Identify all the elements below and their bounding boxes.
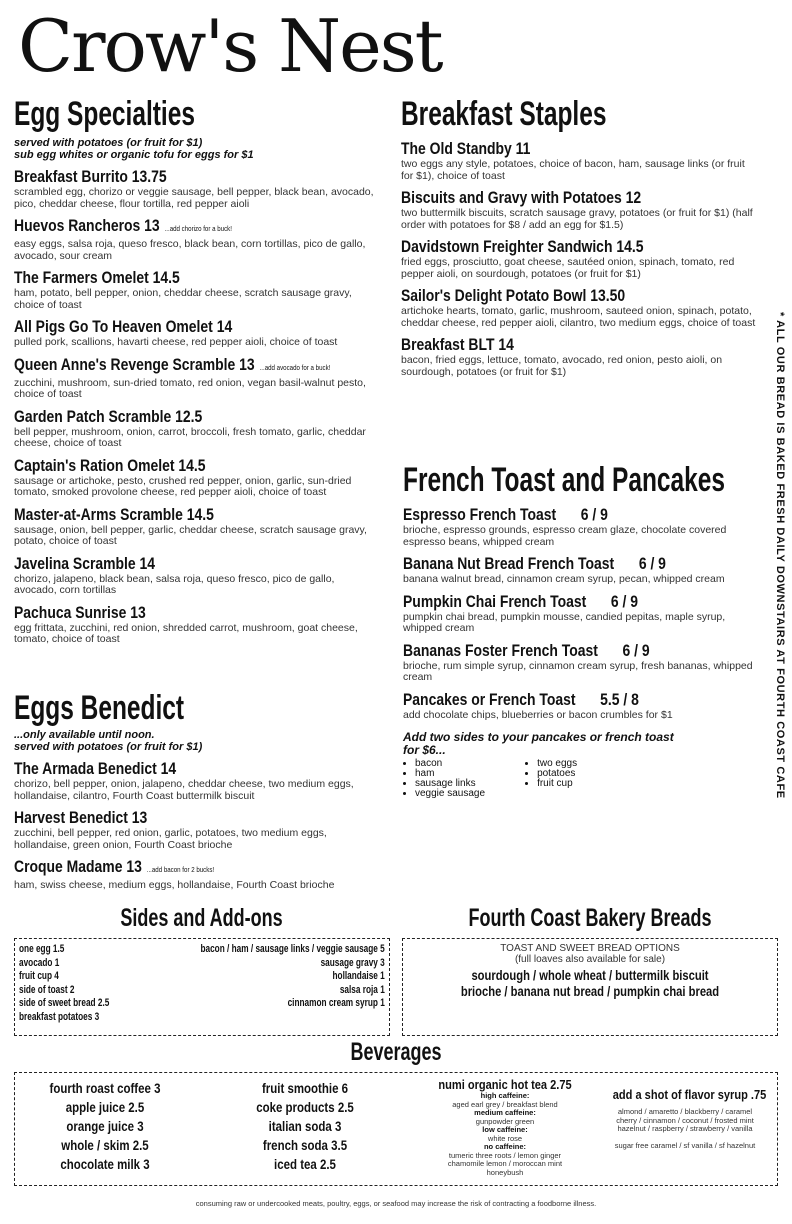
breads-box [402,938,778,1036]
menu-item-name: Breakfast BLT 14 [401,335,514,355]
egg-specialties-note: sub egg whites or organic tofu for eggs for $1 [14,149,254,162]
menu-item-description: chorizo, jalapeno, black bean, salsa roja, queso fresco, pico de gallo, avocado, corn tortillas [14,572,335,597]
tea-title: numi organic hot tea 2.75 [438,1077,572,1092]
menu-item [14,759,374,802]
menu-item-name: Bananas Foster French Toast 6 / 9 [403,640,650,660]
food-safety-footer: consuming raw or undercooked meats, poultry, eggs, or seafood may increase the risk of contracting a foodborne illness. [195,1199,597,1208]
side-option: • fruit cup [537,779,577,789]
side-option: • veggie sausage [415,789,485,799]
tea-list: honeybush [486,1167,524,1177]
menu-item-name: Queen Anne's Revenge Scramble 13 ...add avocado for a buck! [14,354,331,374]
beverage-item: coke products 2.5 [256,1100,354,1115]
menu-item-name: Huevos Rancheros 13 ...add chorizo for a buck! [14,216,232,236]
breakfast-staples-section [401,96,756,378]
side-option: • sausage links [415,779,485,789]
menu-item-addon-note: ...add bacon for 2 bucks! [146,865,215,875]
tea-list: tumeric three roots / lemon ginger [448,1150,562,1160]
menu-item-name: Breakfast Burrito 13.75 [14,167,167,187]
menu-item-price: 5.5 / 8 [600,689,639,709]
menu-item-description: two buttermilk biscuits, scratch sausage gravy, potatoes (or fruit for $1) (half order with potatoes for $8 / add an egg for $1.5) [401,207,753,231]
beverage-item: fruit smoothie 6 [261,1081,349,1096]
menu-item-description: brioche, espresso grounds, espresso cream glaze, chocolate covered espresso beans, whipped cream [403,524,727,548]
breakfast-staples-title: Breakfast Staples [401,95,607,133]
beverage-item: whole / skim 2.5 [61,1138,149,1153]
menu-item-description: zucchini, mushroom, sun-dried tomato, red onion, vegan basil-walnut pesto, choice of toast [14,376,366,401]
menu-item [14,857,374,892]
menu-item-description: add chocolate chips, blueberries or bacon crumbles for $1 [403,708,673,721]
menu-item-name: Captain's Ration Omelet 14.5 [14,455,206,475]
menu-item-description: ham, potato, bell pepper, onion, cheddar cheese, scratch sausage gravy, choice of toast [14,287,352,311]
menu-item-price: 6 / 9 [610,591,639,611]
menu-item-name: The Old Standby 11 [401,139,531,159]
menu-item-price: 6 / 9 [580,505,608,525]
beverage-item: fourth roast coffee 3 [49,1081,161,1096]
side-item: fruit cup 4 [19,970,59,982]
beverages-col-1 [37,1079,173,1174]
menu-item [401,335,756,378]
side-item: side of sweet bread 2.5 [19,997,110,1009]
menu-item-name: Biscuits and Gravy with Potatoes 12 [401,188,642,208]
beverages-title: Beverages [350,1038,442,1066]
menu-item [14,456,374,499]
side-option: • bacon [415,759,485,769]
side-option: • ham [415,769,485,779]
menu-item-price: 6 / 9 [638,554,666,574]
eggs-benedict-section [14,690,374,892]
side-item: salsa roja 1 [340,983,386,996]
menu-item [14,317,374,349]
menu-item-name: All Pigs Go To Heaven Omelet 14 [14,317,233,337]
breads-line: brioche / banana nut bread / pumpkin chai bread [460,983,720,999]
menu-item [403,505,758,548]
tea-list: white rose [487,1133,523,1143]
menu-item [14,268,374,311]
menu-item [403,690,758,722]
side-option: • two eggs [537,759,577,769]
menu-item [401,286,756,329]
menu-item-description: fried eggs, prosciutto, goat cheese, sautéed onion, spinach, tomato, red pepper aioli, on sourdough, potatoes (or fruit for $1) [401,256,735,280]
beverages-col-2 [237,1079,373,1174]
menu-item [401,139,756,182]
menu-item-name: Javelina Scramble 14 [14,553,156,573]
side-item: breakfast potatoes 3 [19,1010,100,1023]
side-item: one egg 1.5 [19,943,65,955]
menu-item [14,216,374,262]
sides-box [14,938,390,1036]
side-item: sausage gravy 3 [321,956,386,969]
sides-list-left [403,759,485,799]
beverage-item: iced tea 2.5 [274,1157,336,1172]
sides-title: Sides and Add-ons [120,904,283,932]
tea-label: high caffeine: [480,1091,530,1100]
menu-item [403,554,758,586]
tea-list: chamomile lemon / moroccan mint [447,1159,563,1168]
menu-item-name: The Farmers Omelet 14.5 [14,268,180,288]
eggs-benedict-note: ...only available until noon. [14,729,155,742]
side-item: bacon / ham / sausage links / veggie sausage 5 [200,943,386,955]
menu-item-description: egg frittata, zucchini, red onion, shredded carrot, mushroom, goat cheese, tomato, choice of toast [14,621,358,646]
menu-item-name: Davidstown Freighter Sandwich 14.5 [401,237,644,257]
menu-item-addon-note: ...add avocado for a buck! [259,362,331,372]
menu-item-name: Harvest Benedict 13 [14,808,148,828]
bread-note-vertical: * ALL OUR BREAD IS BAKED FRESH DAILY DOWNSTAIRS AT FOURTH COAST CAFE [774,312,786,799]
menu-item-description: zucchini, bell pepper, red onion, garlic, potatoes, two medium eggs, hollandaise, green onion, Fourth Coast brioche [14,827,327,851]
beverage-item: apple juice 2.5 [65,1100,145,1115]
menu-item [14,407,374,450]
french-toast-title: French Toast and Pancakes [403,461,725,499]
menu-item-name: Pancakes or French Toast 5.5 / 8 [403,689,639,709]
menu-item-description: bell pepper, mushroom, onion, carrot, broccoli, fresh tomato, garlic, cheddar cheese, choice of toast [14,425,366,450]
beverage-item: orange juice 3 [66,1119,144,1134]
menu-item-addon-note: ...add chorizo for a buck! [164,224,232,234]
breads-subtitle: (full loaves also available for sale) [514,954,666,965]
menu-item-description: scrambled egg, chorizo or veggie sausage, bell pepper, black bean, avocado, pico, cheddar cheese, flour tortilla, red pepper aioli [14,186,374,210]
syrup-list: cherry / cinnamon / coconut / frosted mint [616,1115,754,1125]
side-item: side of toast 2 [19,983,75,996]
tea-label: medium caffeine: [474,1108,536,1117]
beverage-item: french soda 3.5 [262,1138,348,1153]
menu-item [14,355,374,401]
eggs-benedict-note: served with potatoes (or fruit for $1) [14,741,203,754]
egg-specialties-section [14,96,374,646]
menu-item-name: Master-at-Arms Scramble 14.5 [14,504,214,524]
side-option: • potatoes [537,769,577,779]
menu-item [14,505,374,548]
eggs-benedict-title: Eggs Benedict [14,689,185,727]
tea-list: aged earl grey / breakfast blend [452,1099,558,1109]
french-toast-section [403,462,758,799]
menu-item [14,603,374,646]
sides-offer-note: Add two sides to your pancakes or french toast for $6... [403,730,674,758]
menu-item-price: 6 / 9 [622,640,650,660]
menu-item-description: easy eggs, salsa roja, queso fresco, black bean, corn tortillas, pico de gallo, avocado, sour cream [14,238,366,262]
menu-item-description: two eggs any style, potatoes, choice of bacon, ham, sausage links (or fruit for $1), choice of toast [401,158,745,182]
beverage-item: chocolate milk 3 [60,1157,150,1172]
breads-title: Fourth Coast Bakery Breads [468,904,712,932]
side-item: cinnamon cream syrup 1 [288,997,386,1009]
breads-subtitle: TOAST AND SWEET BREAD OPTIONS [500,943,680,954]
menu-item-name: Pumpkin Chai French Toast 6 / 9 [403,591,639,611]
beverages-box [14,1072,778,1186]
menu-item-name: Banana Nut Bread French Toast 6 / 9 [403,554,666,574]
beverage-item: italian soda 3 [268,1119,342,1134]
menu-item [14,167,374,210]
tea-list: gunpowder green [475,1116,535,1126]
menu-item-name: Pachuca Sunrise 13 [14,602,146,622]
tea-label: no caffeine: [483,1142,527,1151]
egg-specialties-note: served with potatoes (or fruit for $1) [14,137,203,150]
menu-item [403,592,758,635]
menu-item-name: Sailor's Delight Potato Bowl 13.50 [401,286,626,306]
restaurant-logo: Crow's Nest [18,4,442,88]
menu-item [14,554,374,597]
tea-label: low caffeine: [482,1125,528,1134]
menu-item-description: chorizo, bell pepper, onion, jalapeno, cheddar cheese, two medium eggs, hollandaise, cilantro, Fourth Coast buttermilk biscuit [14,778,354,802]
sides-list-right [525,759,577,799]
menu-item-description: ham, swiss cheese, medium eggs, hollandaise, Fourth Coast brioche [14,879,335,892]
menu-item [401,237,756,280]
menu-item-description: brioche, rum simple syrup, cinnamon cream syrup, fresh bananas, whipped cream [403,659,753,684]
menu-item-description: artichoke hearts, tomato, garlic, mushroom, sauteed onion, spinach, potato, cheddar cheese, red pepper aioli, cilantro, two medium eggs, choice of toast [401,305,756,329]
side-item: hollandaise 1 [332,970,386,982]
syrup-list: almond / amaretto / blackberry / caramel [617,1107,753,1116]
tea-section [415,1077,595,1177]
breads-line: sourdough / whole wheat / buttermilk biscuit [471,967,709,983]
egg-specialties-title: Egg Specialties [14,95,195,133]
side-item: avocado 1 [19,956,60,969]
syrup-section [600,1087,770,1150]
menu-item [14,808,374,851]
menu-item-description: bacon, fried eggs, lettuce, tomato, avocado, red onion, pesto aioli, on sourdough, potatoes (or fruit for $1) [401,354,723,378]
menu-item-description: pulled pork, scallions, havarti cheese, red pepper aioli, choice of toast [14,336,338,349]
menu-item-name: Garden Patch Scramble 12.5 [14,406,203,426]
menu-item [401,188,756,231]
menu-item-description: sausage or artichoke, pesto, crushed red pepper, onion, garlic, sun-dried tomato, smoked provolone cheese, red pepper aioli, choice of toast [14,474,352,499]
menu-item-description: banana walnut bread, cinnamon cream syrup, pecan, whipped cream [403,573,725,586]
menu-item-name: The Armada Benedict 14 [14,759,177,779]
syrup-list: sugar free caramel / sf vanilla / sf hazelnut [614,1140,756,1150]
menu-item-name: Espresso French Toast 6 / 9 [403,505,608,525]
menu-item [403,641,758,684]
menu-item-description: pumpkin chai bread, pumpkin mousse, candied pepitas, maple syrup, whipped cream [403,610,726,635]
menu-item-description: sausage, onion, bell pepper, garlic, cheddar cheese, scratch sausage gravy, potato, choice of toast [14,523,367,548]
syrup-list: hazelnut / raspberry / strawberry / vanilla [617,1124,753,1133]
syrup-title: add a shot of flavor syrup .75 [612,1087,767,1102]
menu-item-name: Croque Madame 13 ...add bacon for 2 bucks! [14,857,215,877]
